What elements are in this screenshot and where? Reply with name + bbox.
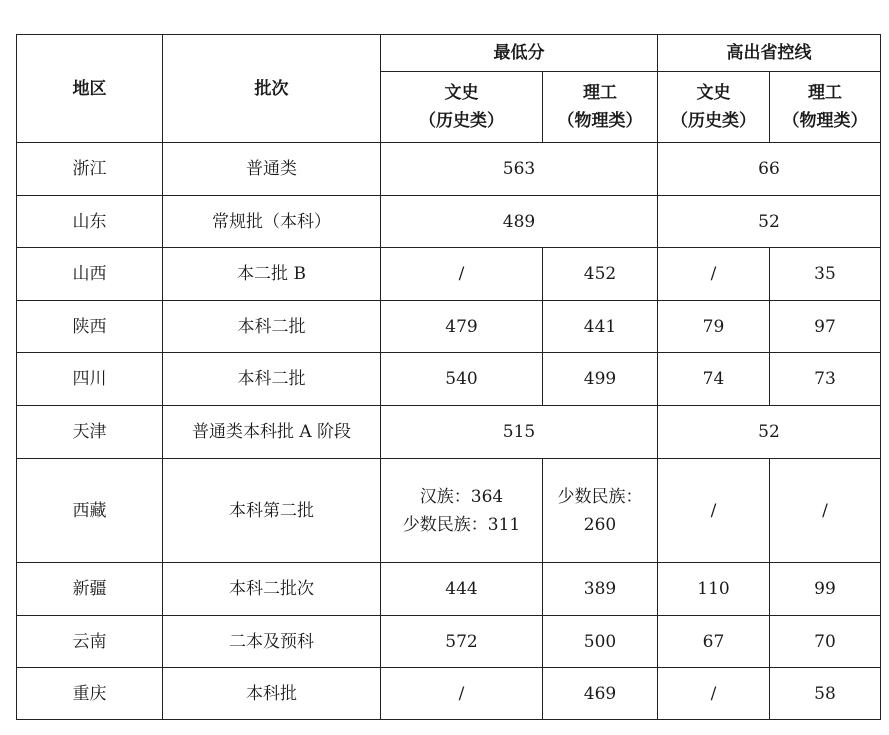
header-science-line1: 理工 xyxy=(583,83,617,103)
above-liberal-cell: 74 xyxy=(658,353,770,406)
min-science-line1: 少数民族： xyxy=(557,486,643,507)
min-liberal-cell: 572 xyxy=(381,616,543,668)
region-cell: 西藏 xyxy=(17,459,163,563)
batch-cell: 普通类本科批 A 阶段 xyxy=(163,406,381,459)
min-science-cell: 499 xyxy=(543,353,658,406)
min-score-cell: 515 xyxy=(381,406,658,459)
region-cell: 天津 xyxy=(17,406,163,459)
header-liberal-line2: （历史类） xyxy=(419,111,504,131)
region-cell: 重庆 xyxy=(17,668,163,720)
header-liberal-line2: （历史类） xyxy=(671,111,756,131)
min-score-cell: 489 xyxy=(381,196,658,248)
min-science-cell: 469 xyxy=(543,668,658,720)
header-liberal-line1: 文史 xyxy=(444,83,479,103)
table-row xyxy=(17,248,881,301)
region-cell: 山西 xyxy=(17,248,163,301)
table-row xyxy=(17,668,881,720)
table-row xyxy=(17,406,881,459)
above-science-cell: 73 xyxy=(770,353,881,406)
region-cell: 浙江 xyxy=(17,143,163,196)
batch-cell: 本科二批次 xyxy=(163,563,381,616)
min-liberal-line2: 少数民族：311 xyxy=(402,514,521,535)
min-science-cell: 452 xyxy=(543,248,658,301)
above-science-cell: 70 xyxy=(770,616,881,668)
header-batch: 批次 xyxy=(163,35,381,143)
above-control-cell: 66 xyxy=(658,143,881,196)
header-min-score: 最低分 xyxy=(381,35,658,72)
header-science-line2: （物理类） xyxy=(557,111,643,131)
above-science-cell: / xyxy=(770,459,881,563)
above-liberal-cell: 79 xyxy=(658,301,770,353)
header-region: 地区 xyxy=(17,35,163,143)
above-control-cell: 52 xyxy=(658,406,881,459)
header-above-liberal xyxy=(658,72,770,143)
header-min-science xyxy=(543,72,658,143)
min-science-cell: 389 xyxy=(543,563,658,616)
header-liberal-line1: 文史 xyxy=(696,83,731,103)
batch-cell: 本科二批 xyxy=(163,353,381,406)
above-control-cell: 52 xyxy=(658,196,881,248)
min-liberal-cell: 444 xyxy=(381,563,543,616)
batch-cell: 本二批 B xyxy=(163,248,381,301)
min-score-cell: 563 xyxy=(381,143,658,196)
region-cell: 四川 xyxy=(17,353,163,406)
above-liberal-cell: / xyxy=(658,459,770,563)
batch-cell: 二本及预科 xyxy=(163,616,381,668)
header-min-liberal xyxy=(381,72,543,143)
header-science-line2: （物理类） xyxy=(782,111,868,131)
batch-cell: 普通类 xyxy=(163,143,381,196)
min-liberal-cell: / xyxy=(381,668,543,720)
min-science-cell: 441 xyxy=(543,301,658,353)
header-row-1 xyxy=(17,35,881,72)
header-science-line1: 理工 xyxy=(808,83,842,103)
region-cell: 山东 xyxy=(17,196,163,248)
above-science-cell: 97 xyxy=(770,301,881,353)
above-science-cell: 58 xyxy=(770,668,881,720)
above-liberal-cell: 110 xyxy=(658,563,770,616)
region-cell: 云南 xyxy=(17,616,163,668)
table-row xyxy=(17,616,881,668)
region-cell: 陕西 xyxy=(17,301,163,353)
min-science-cell xyxy=(543,459,658,563)
table-row xyxy=(17,353,881,406)
min-science-cell: 500 xyxy=(543,616,658,668)
above-science-cell: 35 xyxy=(770,248,881,301)
table-row xyxy=(17,196,881,248)
batch-cell: 本科二批 xyxy=(163,301,381,353)
batch-cell: 本科第二批 xyxy=(163,459,381,563)
table-row xyxy=(17,143,881,196)
above-science-cell: 99 xyxy=(770,563,881,616)
min-science-line2: 260 xyxy=(583,514,617,535)
region-cell: 新疆 xyxy=(17,563,163,616)
min-liberal-cell: 479 xyxy=(381,301,543,353)
score-table xyxy=(16,34,881,720)
header-above-control: 高出省控线 xyxy=(658,35,881,72)
table-row xyxy=(17,563,881,616)
above-liberal-cell: / xyxy=(658,668,770,720)
batch-cell: 常规批（本科） xyxy=(163,196,381,248)
above-liberal-cell: / xyxy=(658,248,770,301)
table-row xyxy=(17,301,881,353)
min-liberal-cell: 540 xyxy=(381,353,543,406)
batch-cell: 本科批 xyxy=(163,668,381,720)
min-liberal-cell: / xyxy=(381,248,543,301)
min-liberal-line1: 汉族：364 xyxy=(419,486,504,507)
above-liberal-cell: 67 xyxy=(658,616,770,668)
table-row xyxy=(17,459,881,563)
header-above-science xyxy=(770,72,881,143)
min-liberal-cell xyxy=(381,459,543,563)
